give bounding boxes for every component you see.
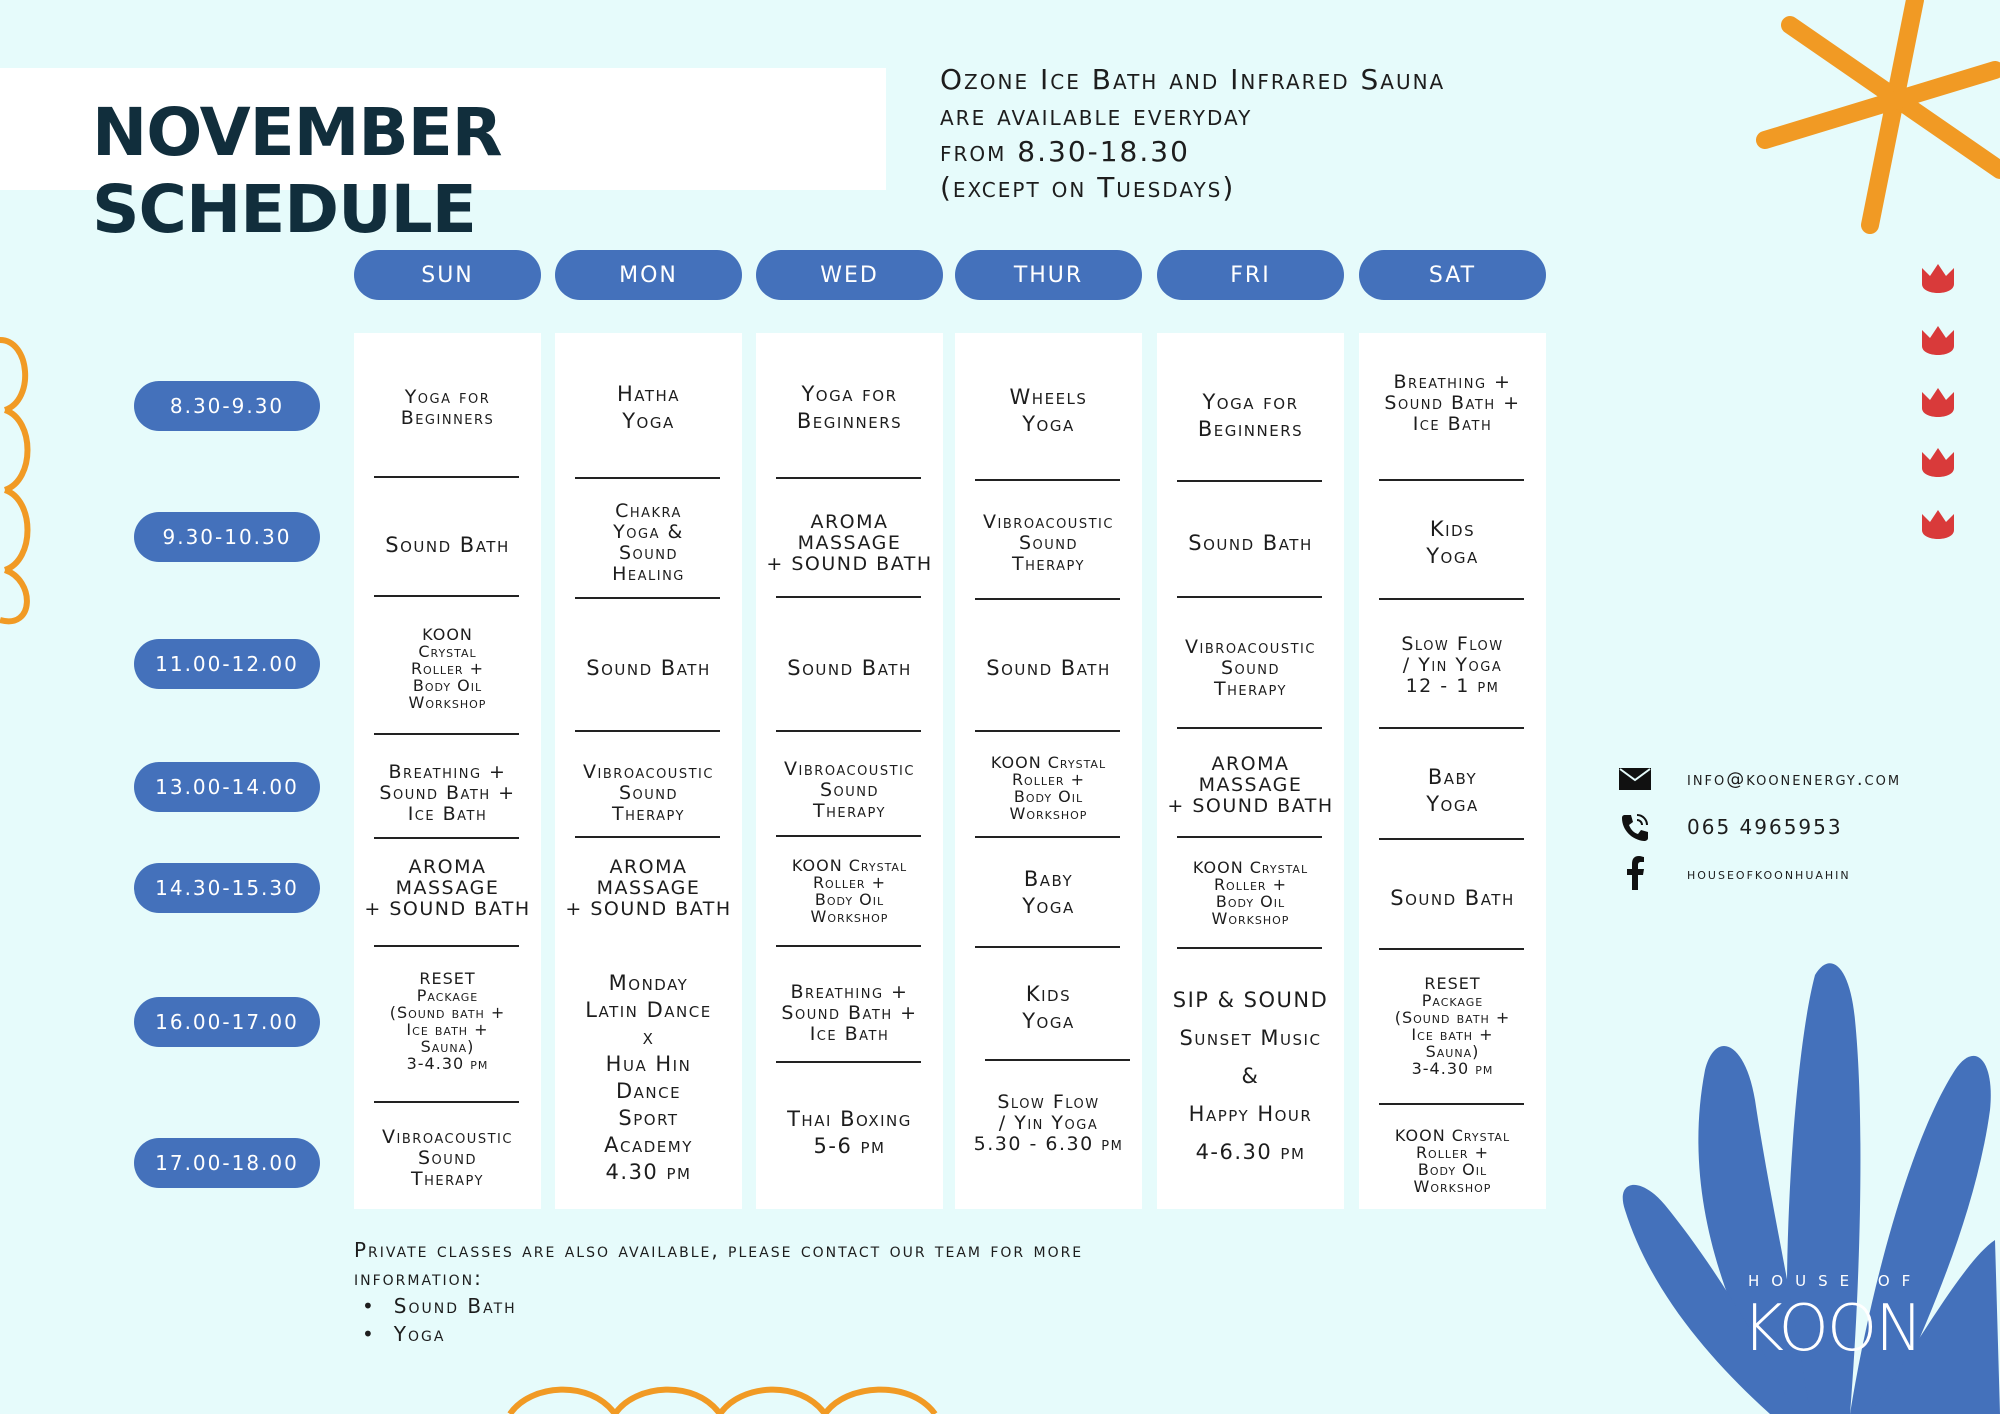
divider [975,479,1120,481]
class-cell: Thai Boxing 5-6 pm [787,1107,912,1158]
class-cell: Vibroacoustic Sound Therapy [784,758,915,822]
private-classes-list [354,1292,1354,1348]
schedule-column-sat [1359,333,1546,1209]
schedule-column-mon [555,333,742,1209]
title-box [0,68,886,248]
email-text[interactable]: info@koonenergy.com [1687,768,1902,790]
time-slot-4: 13.00-14.00 [134,762,320,812]
class-cell: Slow Flow / Yin Yoga 5.30 - 6.30 pm [973,1090,1124,1155]
divider [374,595,519,597]
note-line: information: [354,1266,483,1290]
facebook-text[interactable]: houseofkoonhuahin [1687,863,1851,883]
class-cell: Sound Bath [787,655,912,680]
class-cell: Slow Flow / Yin Yoga 12 - 1 pm [1401,633,1504,697]
time-slot-7: 17.00-18.00 [134,1138,320,1188]
class-cell: KOON Crystal Roller + Body Oil Workshop [990,753,1107,823]
divider [1379,727,1524,729]
class-cell: Vibroacoustic Sound Therapy [382,1125,513,1190]
phone-icon [1615,810,1655,844]
info-line: (except on Tuesdays) [940,171,1236,204]
class-cell: RESET Package (Sound bath + Ice bath + Sauna) 3-4.30 pm [389,968,506,1073]
class-cell: Vibroacoustic Sound Therapy [983,510,1114,575]
phone-text[interactable]: 065 4965953 [1687,815,1843,839]
day-header-thur: THUR [955,250,1142,300]
amenities-info [940,62,1560,206]
divider [1177,836,1322,838]
facebook-icon [1615,856,1655,890]
time-slot-3: 11.00-12.00 [134,639,320,689]
class-cell: Baby Yoga [1022,867,1075,918]
divider [975,598,1120,600]
class-cell: Wheels Yoga [1009,384,1088,436]
divider [776,477,921,479]
divider [1379,948,1524,950]
brand-logo-koon: KOON [1742,1292,1922,1366]
class-cell: Sound Bath [1390,885,1515,910]
time-slot-5: 14.30-15.30 [134,863,320,913]
class-cell: Kids Yoga [1022,982,1075,1033]
list-item: • Yoga [354,1320,1354,1348]
class-cell: KOON Crystal Roller + Body Oil Workshop [408,624,487,712]
class-cell: Hatha Yoga [616,382,681,433]
contact-facebook [1615,856,1851,890]
schedule-column-wed [756,333,943,1209]
info-line: Ozone Ice Bath and Infrared Sauna [940,63,1446,96]
divider [575,836,720,838]
divider [975,946,1120,948]
class-cell: Breathing + Sound Bath + Ice Bath [781,980,918,1045]
class-cell: AROMA MASSAGE + SOUND BATH [364,855,531,920]
schedule-column-sun [354,333,541,1209]
info-line: are available everyday [940,99,1253,132]
orange-loops-left-decoration [0,330,40,630]
time-slot-6: 16.00-17.00 [134,997,320,1047]
class-cell: KOON Crystal Roller + Body Oil Workshop [1394,1125,1511,1196]
class-cell: AROMA MASSAGE + SOUND BATH [766,510,933,575]
class-cell: Breathing + Sound Bath + Ice Bath [1384,370,1521,435]
class-cell: AROMA MASSAGE + SOUND BATH [1167,753,1334,817]
list-item: • Sound Bath [354,1292,1354,1320]
divider [575,597,720,599]
class-cell: Baby Yoga [1426,764,1479,816]
envelope-icon [1615,762,1655,796]
class-cell: Vibroacoustic Sound Therapy [583,760,714,825]
day-header-sun: SUN [354,250,541,300]
class-cell: Chakra Yoga & Sound Healing [612,500,685,585]
divider [1177,947,1322,949]
divider [374,476,519,478]
class-cell: Breathing + Sound Bath + Ice Bath [379,760,516,825]
day-header-sat: SAT [1359,250,1546,300]
divider [985,1059,1130,1061]
class-cell: Sound Bath [586,655,711,680]
class-cell: Kids Yoga [1426,517,1479,568]
divider [776,596,921,598]
class-cell: Yoga for Beginners [796,382,903,433]
contact-phone [1615,810,1843,844]
class-cell: Sound Bath [1188,530,1313,555]
class-cell: AROMA MASSAGE + SOUND BATH [565,855,732,920]
class-cell: Sound Bath [986,655,1111,680]
contact-email [1615,762,1901,796]
divider [975,836,1120,838]
divider [776,835,921,837]
class-cell: SIP & SOUND Sunset Music & Happy Hour 4-6.30 pm [1172,987,1329,1164]
schedule-column-fri [1157,333,1344,1209]
divider [776,730,921,732]
divider [975,730,1120,732]
time-slot-2: 9.30-10.30 [134,512,320,562]
orange-asterisk-decoration [1740,0,2000,240]
day-header-mon: MON [555,250,742,300]
brand-house-of: HOUSE OF [1748,1272,1923,1290]
divider [1379,1103,1524,1105]
divider [575,477,720,479]
divider [374,1101,519,1103]
page-title: NOVEMBER SCHEDULE [92,94,502,248]
schedule-column-thur [955,333,1142,1209]
red-tulip-icons-decoration [1918,262,1958,562]
divider [1379,838,1524,840]
class-cell: RESET Package (Sound bath + Ice bath + Sauna) 3-4.30 pm [1394,973,1511,1078]
divider [374,837,519,839]
divider [1379,598,1524,600]
divider [374,733,519,735]
class-cell: Sound Bath [385,533,510,557]
divider [1177,480,1322,482]
divider [776,945,921,947]
day-header-wed: WED [756,250,943,300]
private-classes-note [354,1236,1354,1348]
class-cell: KOON Crystal Roller + Body Oil Workshop [791,855,908,926]
time-slot-1: 8.30-9.30 [134,381,320,431]
info-line: from 8.30-18.30 [940,135,1190,168]
orange-loops-bottom-decoration [510,1374,970,1414]
divider [1177,727,1322,729]
divider [776,1061,921,1063]
divider [575,730,720,732]
class-cell: Yoga for Beginners [1197,389,1304,441]
divider [1379,479,1524,481]
class-cell: KOON Crystal Roller + Body Oil Workshop [1192,857,1309,928]
class-cell: Vibroacoustic Sound Therapy [1185,635,1316,700]
day-header-fri: FRI [1157,250,1344,300]
divider [1177,596,1322,598]
note-line: Private classes are also available, please contact our team for more [354,1238,1084,1262]
divider [374,945,519,947]
class-cell: Yoga for Beginners [400,386,495,429]
class-cell: Monday Latin Dance x Hua Hin Dance Sport Academy 4.30 pm [585,971,712,1184]
